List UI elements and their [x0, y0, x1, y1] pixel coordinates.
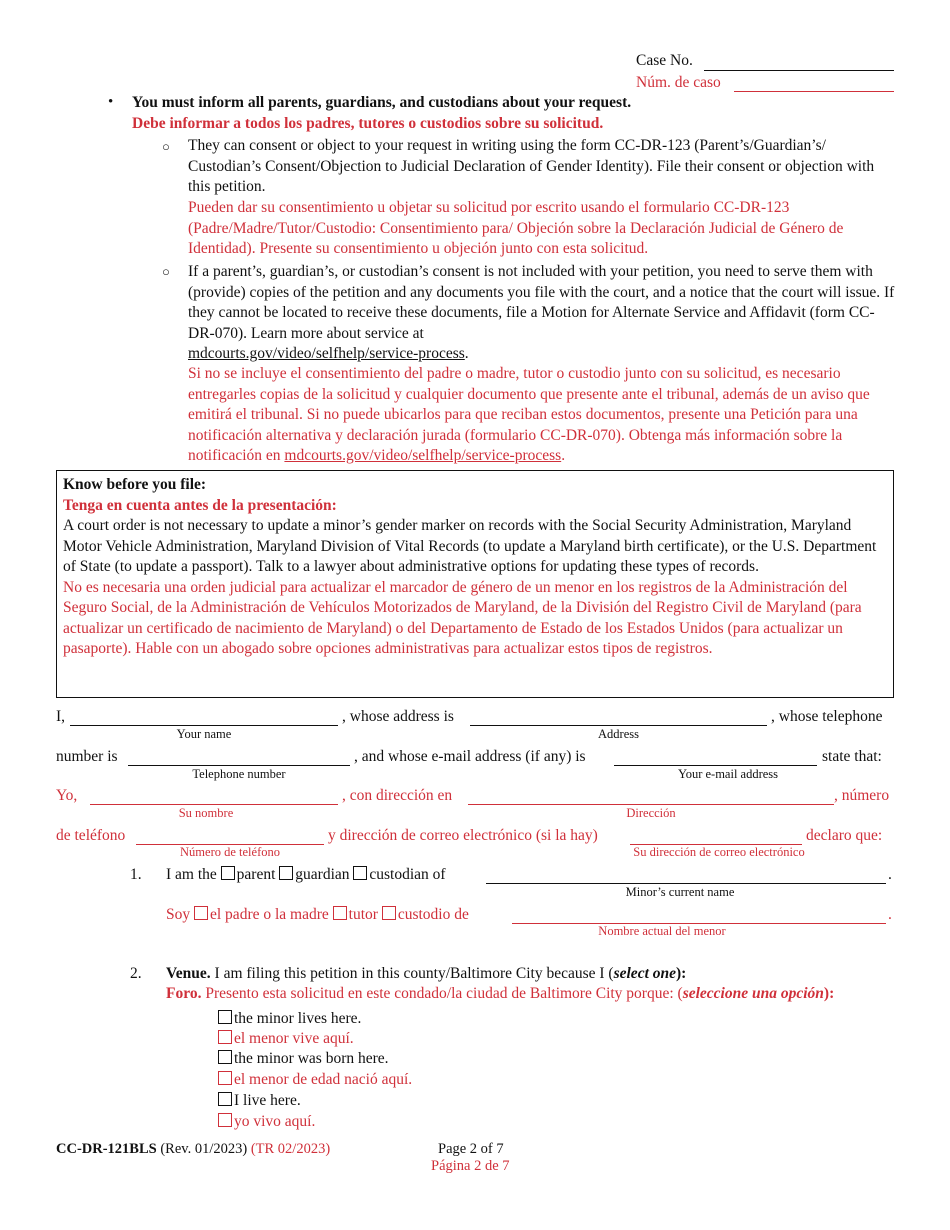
venue-label: Venue. — [166, 965, 211, 982]
sub-bullet-2-body-es: Si no se incluye el consentimiento del padre o madre, tutor o custodio junto con su solicitud, es necesario entregarles copias de la solicitud y cualquier documento que presente ante el tribunal, además de un aviso que emitirá el tribunal. Si no puede ubicarlos para que reciban estos documentos, presente una Petición para una notificación alternativa y declaración jurada (formulario CC-DR-070). Obtenga más información sobre la notificación en — [188, 365, 870, 464]
address-field-es — [468, 788, 834, 805]
sub-bullet-1-text: They can consent or object to your request in writing using the form CC-DR-123 (Parent’s/Guardian’s/ Custodian’s Consent/Objection to Judicial Declaration of Gender Identity). File their consent or objection with this petition. — [188, 137, 875, 195]
footer-page: Page 2 of 7 — [438, 1141, 504, 1157]
item-1-period-es: . — [888, 906, 892, 923]
bullet-text-es: Debe informar a todos los padres, tutores o custodios sobre su solicitud. — [132, 115, 604, 132]
identity-declaro: declaro que: — [806, 827, 883, 844]
footer-rev: (Rev. 01/2023) — [160, 1141, 248, 1157]
sub-bullet-1-text-es: Pueden dar su consentimiento u objetar su solicitud por escrito usando el formulario CC-DR-123 (Padre/Madre/Tutor/Custodio: Consentimiento para/ Objeción sobre la Declaración Judicial de Género de Identidad). Presente su consentimiento u objeción junto con esta solicitud. — [188, 199, 844, 257]
custodio-label: custodio de — [397, 906, 469, 923]
venue-close: ): — [676, 965, 687, 982]
guardian-checkbox[interactable] — [279, 866, 293, 880]
caption-name-es: Su nombre — [178, 806, 234, 820]
option-minor-lives-es — [218, 1030, 354, 1048]
identity-numero: , número — [834, 787, 890, 804]
sub-bullet-marker: ○ — [162, 264, 170, 279]
select-one: select one — [613, 965, 677, 982]
case-no-field[interactable] — [704, 54, 894, 71]
foro-label: Foro. — [166, 985, 202, 1002]
minor-born-label-es: el menor de edad nació aquí. — [234, 1071, 413, 1088]
seleccione: seleccione una opción — [682, 985, 824, 1002]
foro-text: Presento esta solicitud en este condado/la ciudad de Baltimore City porque: ( — [205, 985, 683, 1002]
email-field[interactable] — [614, 749, 817, 766]
identity-number-is: number is — [56, 748, 118, 765]
service-process-link-es[interactable]: mdcourts.gov/video/selfhelp/service-process — [284, 447, 562, 464]
minor-lives-checkbox[interactable] — [218, 1010, 232, 1024]
caption-email: Your e-mail address — [677, 767, 779, 781]
footer-tr: (TR 02/2023) — [250, 1141, 331, 1157]
guardian-label: guardian — [295, 866, 350, 883]
caption-email-es: Su dirección de correo electrónico — [633, 845, 805, 859]
padre-label: el padre o la madre — [210, 906, 329, 923]
know-before-you-file-box — [56, 470, 894, 698]
tutor-checkbox — [333, 906, 347, 920]
identity-y-direccion: y dirección de correo electrónico (si la hay) — [328, 827, 598, 844]
item-1-i-am-the: I am the — [166, 866, 217, 883]
parent-checkbox[interactable] — [221, 866, 235, 880]
item-1-period: . — [888, 866, 892, 883]
item-2-number: 2. — [130, 965, 142, 982]
caption-minor-name-es: Nombre actual del menor — [598, 924, 726, 938]
caption-phone: Telephone number — [192, 767, 286, 781]
i-live-checkbox-es — [218, 1113, 232, 1127]
caption-minor-name: Minor’s current name — [625, 885, 735, 899]
sub-bullet-2-text: If a parent’s, guardian’s, or custodian’s consent is not included with your petition, you need to serve them with (provide) copies of the petition and any documents you file with the court, and a notice that the court will issue. If they cannot be located to receive these documents, file a Motion for Alternate Service and Affidavit (form CC-DR-070). Learn more about service at mdcourts.gov/video/selfhelp/service-process. — [188, 263, 895, 362]
i-live-label: I live here. — [234, 1092, 301, 1109]
know-box-title: Know before you file: — [63, 476, 207, 493]
know-box-text-es: No es necesaria una orden judicial para actualizar el marcador de género de un menor en los registros de la Administración del Seguro Social, de la Administración de Vehículos Motorizados de Maryland, de la División del Registro Civil de Maryland (para actualizar un certificado de nacimiento de Maryland) o del Departamento de Estado de los Estados Unidos (para actualizar un pasaporte). Hable con un abogado sobre opciones administrativas para actualizar estos tipos de registros. — [63, 578, 862, 657]
minor-born-checkbox-es — [218, 1071, 232, 1085]
caption-address: Address — [598, 727, 639, 741]
option-minor-born-es — [218, 1071, 412, 1089]
caption-name: Your name — [176, 727, 232, 741]
caption-phone-es: Número de teléfono — [180, 845, 280, 859]
identity-email-is: , and whose e-mail address (if any) is — [354, 748, 586, 765]
identity-state-that: state that: — [822, 748, 882, 765]
custodian-label: custodian of — [369, 866, 446, 883]
bullet-marker: • — [108, 94, 114, 110]
padre-checkbox — [194, 906, 208, 920]
minor-lives-label-es: el menor vive aquí. — [234, 1030, 354, 1047]
foro-line — [166, 985, 834, 1003]
sub-bullet-2-body: If a parent’s, guardian’s, or custodian’s consent is not included with your petition, you need to serve them with (provide) copies of the petition and any documents you file with the court, and a notice that the court will issue. If they cannot be located to receive these documents, file a Motion for Alternate Service and Affidavit (form CC-DR-070). Learn more about service at — [188, 263, 895, 342]
know-box-text: A court order is not necessary to update a minor’s gender marker on records with the Social Security Administration, Maryland Motor Vehicle Administration, Maryland Division of Vital Records (to update a Maryland birth certificate), or the U.S. Department of State (to update a passport). Talk to a lawyer about administrative options for updating these types of records. — [63, 517, 877, 575]
identity-i: I, — [56, 708, 66, 725]
footer-page-es: Página 2 de 7 — [431, 1158, 510, 1174]
minor-lives-label: the minor lives here. — [234, 1010, 362, 1027]
footer-form-id: CC-DR-121BLS — [56, 1141, 157, 1157]
minor-name-field-es — [512, 907, 886, 924]
parent-label: parent — [236, 866, 276, 883]
minor-born-checkbox[interactable] — [218, 1050, 232, 1064]
address-field[interactable] — [470, 709, 767, 726]
sub-bullet-2-text-es: Si no se incluye el consentimiento del padre o madre, tutor o custodio junto con su solicitud, es necesario entregarles copias de la solicitud y cualquier documento que presente ante el tribunal, además de un aviso que emitirá el tribunal. Si no puede ubicarlos para que reciban estos documentos, presente una Petición para una notificación alternativa y declaración jurada (formulario CC-DR-070). Obtenga más información sobre la notificación en mdcourts.gov/video/selfhelp/service-process. — [188, 365, 870, 464]
identity-yo: Yo, — [56, 787, 78, 804]
i-live-label-es: yo vivo aquí. — [234, 1113, 316, 1130]
service-process-link[interactable]: mdcourts.gov/video/selfhelp/service-process — [188, 345, 465, 362]
case-no-field-es — [734, 75, 894, 92]
identity-whose-address: , whose address is — [342, 708, 454, 725]
tutor-label: tutor — [348, 906, 378, 923]
case-no-label: Case No. — [636, 52, 693, 69]
telephone-field[interactable] — [128, 749, 350, 766]
minor-lives-checkbox-es — [218, 1030, 232, 1044]
caption-address-es: Dirección — [626, 806, 676, 820]
minor-born-label: the minor was born here. — [234, 1050, 389, 1067]
venue-text: I am filing this petition in this county/Baltimore City because I ( — [214, 965, 614, 982]
name-field[interactable] — [70, 709, 338, 726]
telephone-field-es — [136, 828, 324, 845]
option-minor-born[interactable] — [218, 1050, 389, 1068]
option-minor-lives[interactable] — [218, 1010, 361, 1028]
custodio-checkbox — [382, 906, 396, 920]
email-field-es — [630, 828, 802, 845]
foro-close: ): — [823, 985, 835, 1002]
item-1-row-es — [166, 906, 469, 924]
i-live-checkbox[interactable] — [218, 1092, 232, 1106]
bullet-text: You must inform all parents, guardians, and custodians about your request. — [132, 94, 632, 111]
custodian-checkbox[interactable] — [353, 866, 367, 880]
name-field-es — [90, 788, 338, 805]
item-1-row — [166, 866, 446, 884]
identity-whose-telephone: , whose telephone — [771, 708, 883, 725]
case-no-label-es: Núm. de caso — [636, 74, 721, 91]
identity-con-direccion: , con dirección en — [342, 787, 453, 804]
sub-bullet-marker: ○ — [162, 139, 170, 154]
minor-name-field[interactable] — [486, 867, 886, 884]
item-1-number: 1. — [130, 866, 142, 883]
option-i-live[interactable] — [218, 1092, 301, 1110]
option-i-live-es — [218, 1113, 315, 1131]
venue-line — [166, 965, 686, 983]
footer-form-id-line — [56, 1141, 330, 1158]
identity-de-telefono: de teléfono — [56, 827, 126, 844]
know-box-title-es: Tenga en cuenta antes de la presentación: — [63, 496, 337, 514]
item-1-soy: Soy — [166, 906, 191, 923]
